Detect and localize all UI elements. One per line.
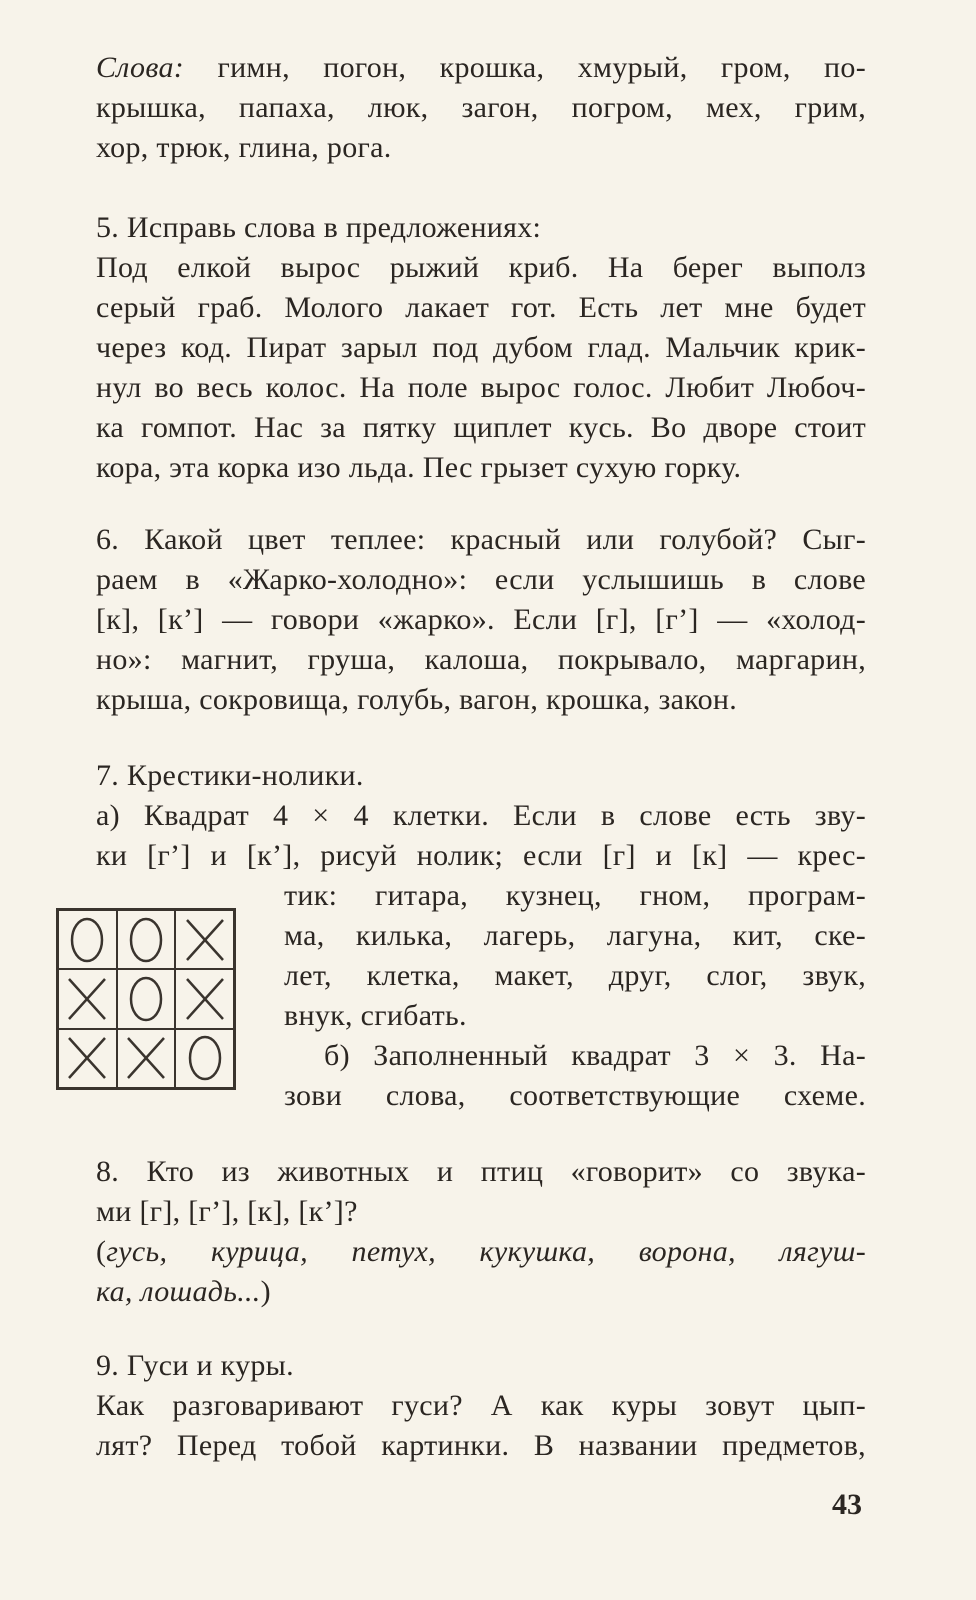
grid-cell — [117, 1029, 176, 1088]
text-line: 5. Исправь слова в предложениях: — [96, 211, 542, 244]
text-line — [96, 1232, 866, 1272]
text-line: лет, клетка, макет, друг, слог, звук, — [284, 959, 866, 992]
page-number: 43 — [832, 1488, 862, 1521]
grid-cell — [58, 969, 117, 1028]
nought-mark — [63, 914, 111, 966]
text-line: но»: магнит, груша, калоша, покрывало, маргарин, — [96, 643, 866, 676]
italic-text: Слова: — [96, 51, 185, 84]
cross-mark — [181, 914, 229, 966]
text-line: ми [г], [г’], [к], [к’]? — [96, 1195, 358, 1228]
grid-cell — [58, 1029, 117, 1088]
text-line: серый граб. Молого лакает гот. Есть лет мне будет — [96, 291, 866, 324]
text-line: крыша, сокровища, голубь, вагон, крошка, закон. — [96, 683, 738, 716]
nought-mark — [122, 973, 170, 1025]
grid-cell — [117, 969, 176, 1028]
text-line: раем в «Жарко-холодно»: если услышишь в слове — [96, 563, 866, 596]
cross-mark — [63, 1032, 111, 1084]
text-line — [96, 1272, 866, 1312]
text-line: кора, эта корка изо льда. Пес грызет сухую горку. — [96, 451, 742, 484]
cross-mark — [181, 973, 229, 1025]
text-line: нул во весь колос. На поле вырос голос. Любит Любоч- — [96, 371, 866, 404]
text-line: хор, трюк, глина, рога. — [96, 131, 392, 164]
text-span: ( — [96, 1235, 107, 1268]
text-line: ма, килька, лагерь, лагуна, кит, ске- — [284, 919, 866, 952]
italic-text: гусь, курица, петух, кукушка, ворона, лягуш- — [106, 1235, 866, 1268]
grid-cell — [175, 1029, 234, 1088]
text-line — [96, 48, 866, 88]
text-line: через код. Пират зарыл под дубом глад. Мальчик крик- — [96, 331, 866, 364]
text-line: лят? Перед тобой картинки. В названии предметов, — [96, 1429, 866, 1462]
nought-mark — [122, 914, 170, 966]
text-line: ка гомпот. Нас за пятку щиплет кусь. Во дворе стоит — [96, 411, 866, 444]
text-span: ) — [260, 1275, 271, 1308]
text-line: 9. Гуси и куры. — [96, 1349, 294, 1382]
text-span: гимн, погон, крошка, хмурый, гром, по- — [184, 51, 866, 84]
tic-tac-toe-grid — [56, 908, 236, 1090]
text-line: 8. Кто из животных и птиц «говорит» со звука- — [96, 1155, 866, 1188]
text-line: внук, сгибать. — [284, 999, 467, 1032]
text-line: б) Заполненный квадрат 3 × 3. На- — [324, 1039, 866, 1072]
text-line: а) Квадрат 4 × 4 клетки. Если в слове есть зву- — [96, 799, 866, 832]
cross-mark — [122, 1032, 170, 1084]
grid-cell — [117, 910, 176, 969]
grid-cell — [58, 910, 117, 969]
text-line: Как разговаривают гуси? А как куры зовут цып- — [96, 1389, 866, 1422]
text-line: [к], [к’] — говори «жарко». Если [г], [г’] — «холод- — [96, 603, 866, 636]
italic-text: ка, лошадь... — [96, 1275, 261, 1308]
grid-cell — [175, 910, 234, 969]
nought-mark — [181, 1032, 229, 1084]
text-line: 6. Какой цвет теплее: красный или голубой? Сыг- — [96, 523, 866, 556]
text-line: ки [г’] и [к’], рисуй нолик; если [г] и [к] — крес- — [96, 839, 866, 872]
grid-cell — [175, 969, 234, 1028]
text-line: крышка, папаха, люк, загон, погром, мех, грим, — [96, 91, 866, 124]
text-line: зови слова, соответствующие схеме. — [284, 1079, 866, 1112]
text-line: Под елкой вырос рыжий криб. На берег выполз — [96, 251, 866, 284]
text-line: 7. Крестики-нолики. — [96, 759, 364, 792]
text-line: тик: гитара, кузнец, гном, програм- — [284, 879, 866, 912]
cross-mark — [63, 973, 111, 1025]
